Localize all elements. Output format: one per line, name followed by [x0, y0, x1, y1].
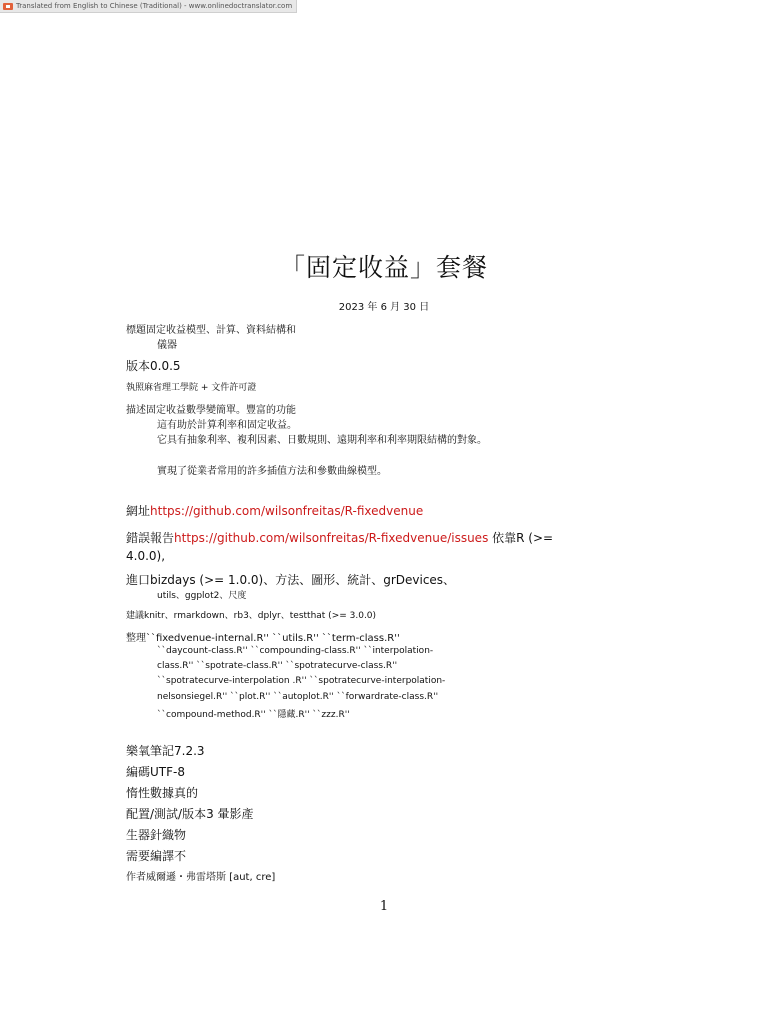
field-encoding: 編碼UTF-8: [126, 765, 185, 779]
page-number: 1: [379, 899, 389, 914]
field-license: 執照麻省理工學院 + 文件許可證: [126, 383, 257, 393]
bug-label: 錯誤報告: [126, 531, 175, 545]
document-title: 「固定收益」套餐: [279, 253, 488, 282]
field-description-line3: 它具有抽象利率、複利因素、日數規則、遠期利率和利率期限結構的對象。: [157, 435, 487, 446]
field-collate-line5: nelsonsiegel.R'' ``plot.R'' ``autoplot.R'' ``forwardrate-class.R'': [157, 692, 439, 702]
field-depends-cont: 4.0.0),: [126, 549, 166, 563]
field-roxygen: 樂氧筆記7.2.3: [126, 744, 205, 758]
url-label: 網址: [126, 504, 151, 518]
field-collate-line6: ``compound-method.R'' ``隱藏.R'' ``zzz.R'': [157, 710, 350, 720]
field-needs-compile: 需要編譯不: [126, 849, 187, 863]
field-imports-cont: utils、ggplot2、尺度: [157, 591, 247, 601]
bug-link[interactable]: https://github.com/wilsonfreitas/R-fixedvenue/issues: [174, 531, 489, 545]
depends-label: 依靠R (>=: [488, 531, 554, 545]
document-date: 2023 年 6 月 30 日: [338, 302, 430, 313]
field-title: 標題固定收益模型、計算、資料結構和: [126, 325, 296, 336]
field-collate-line3: class.R'' ``spotrate-class.R'' ``spotratecurve-class.R'': [157, 661, 398, 671]
field-collate-line2: ``daycount-class.R'' ``compounding-class.R'' ``interpolation-: [157, 646, 434, 656]
field-lazydata: 惰性數據真的: [126, 786, 199, 800]
banner-text: Translated from English to Chinese (Traditional) - www.onlinedoctranslator.com: [16, 2, 293, 10]
field-collate: 整理``fixedvenue-internal.R'' ``utils.R'' ``term-class.R'': [126, 633, 400, 644]
field-collate-line4: ``spotratecurve-interpolation .R'' ``spotratecurve-interpolation-: [157, 676, 446, 686]
field-title-cont: 儀器: [157, 340, 177, 351]
field-suggests: 建議knitr、rmarkdown、rb3、dplyr、testthat (>= 3.0.0): [126, 611, 377, 621]
field-version: 版本0.0.5: [126, 359, 181, 373]
field-builder: 生器針織物: [126, 828, 187, 842]
field-description: 描述固定收益數學變簡單。豐富的功能: [126, 405, 296, 416]
translator-banner[interactable]: [0, 0, 297, 13]
field-url: [126, 502, 423, 519]
field-config: 配置/測試/版本3 暈影產: [126, 807, 254, 821]
field-description-line4: 實現了從業者常用的許多插值方法和參數曲線模型。: [157, 466, 387, 477]
field-bugreports: [126, 529, 553, 546]
field-author: 作者威爾遜・弗雷塔斯 [aut, cre]: [126, 872, 276, 883]
field-description-line2: 這有助於計算利率和固定收益。: [157, 420, 297, 431]
translator-logo-icon: [3, 3, 13, 10]
url-link[interactable]: https://github.com/wilsonfreitas/R-fixedvenue: [150, 504, 424, 518]
field-imports: 進口bizdays (>= 1.0.0)、方法、圖形、統計、grDevices、: [126, 573, 456, 587]
